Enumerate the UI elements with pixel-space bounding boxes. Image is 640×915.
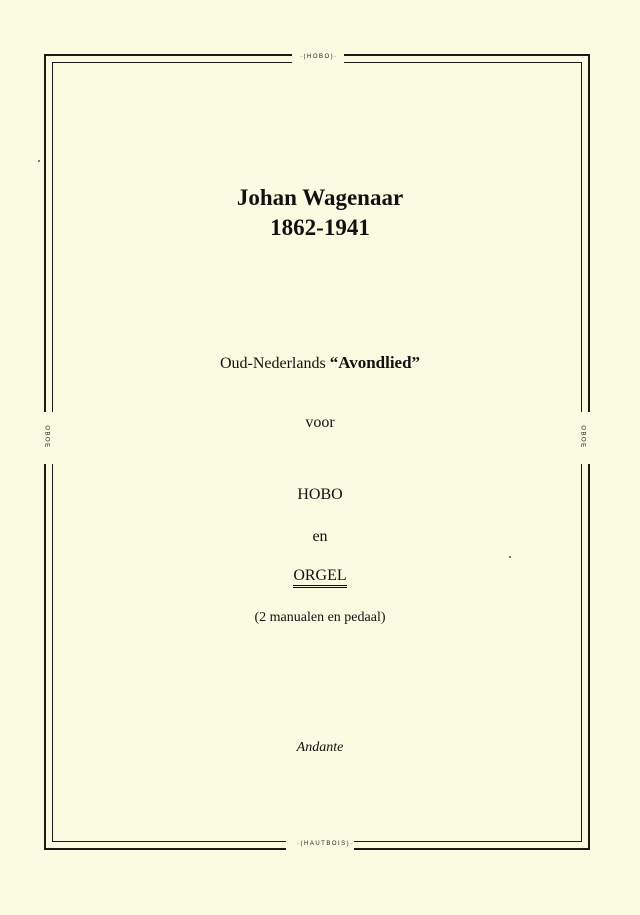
paper-speck: [38, 160, 40, 162]
title-block: [0, 183, 640, 243]
work-title: [0, 353, 640, 373]
frame-label-top-text: HOBO: [307, 54, 331, 60]
bracket-left-icon: ·(: [300, 54, 307, 60]
frame-label-bottom-text: HAUTBOIS: [304, 841, 347, 847]
voor-text: voor: [305, 414, 335, 431]
frame-label-bottom: [297, 841, 354, 847]
bracket-left-icon: ·(: [297, 841, 304, 847]
composer-name: Johan Wagenaar: [236, 185, 404, 210]
bracket-right-icon: )·: [346, 841, 354, 847]
inner-border-frame: [52, 62, 582, 842]
frame-label-top: [300, 54, 338, 60]
en-text: en: [312, 528, 328, 545]
paper-speck: [509, 556, 511, 558]
manualen-note: (2 manualen en pedaal): [254, 610, 386, 625]
composer-years: 1862-1941: [270, 215, 370, 240]
instrument-orgel: [0, 567, 640, 585]
frame-label-left-text: OBOE: [43, 425, 50, 449]
work-title-name: “Avondlied”: [329, 353, 421, 372]
work-title-prefix: Oud-Nederlands: [219, 355, 330, 372]
instrument-hobo: HOBO: [297, 486, 343, 503]
instrument-orgel-text: ORGEL: [293, 567, 346, 588]
tempo-marking: Andante: [296, 740, 344, 755]
frame-label-right-text: OBOE: [579, 425, 586, 449]
bracket-right-icon: )·: [330, 54, 338, 60]
